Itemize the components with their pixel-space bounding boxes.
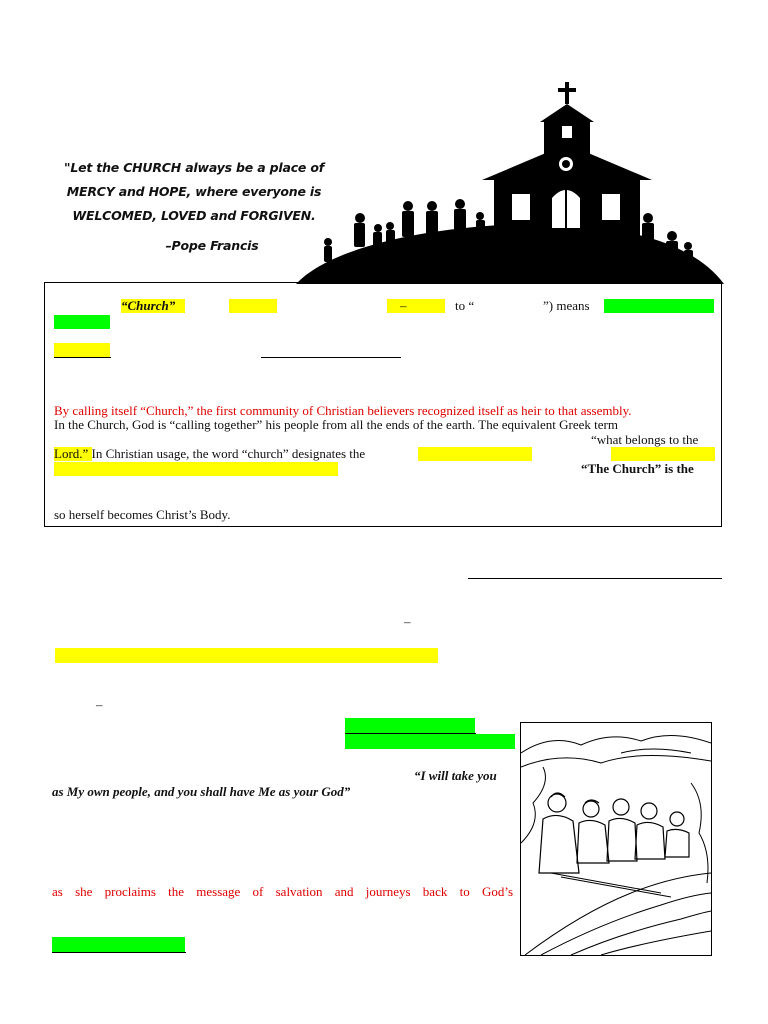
underline-green-5 [52, 952, 186, 953]
last-line: so herself becomes Christ’s Body. [54, 507, 231, 522]
underline-blank-1 [54, 357, 111, 358]
quote-line-2: MERCY and HOPE, where everyone is [66, 184, 322, 199]
body-quote-line-2: as My own people, and you shall have Me as your God” [52, 784, 351, 799]
pope-francis-quote [58, 156, 330, 258]
church-word: “Church” [121, 298, 176, 313]
paragraph-red-line: By calling itself “Church,” the first community of Christian believers recognized itself as heir to that assembly. [54, 403, 632, 418]
paragraph-line-2: In the Church, God is “calling together” his people from all the ends of the earth. The equivalent Greek term [54, 417, 618, 432]
church-is-text: “The Church” is the [581, 461, 694, 476]
body-dash-a: – [404, 614, 411, 629]
quote-line-3: WELCOMED, LOVED and FORGIVEN. [72, 208, 316, 223]
highlight-green-3 [345, 718, 475, 733]
body-dash-b: – [96, 697, 103, 712]
highlight-what-belongs [611, 447, 715, 461]
church-silhouette-illustration [290, 78, 726, 284]
to-quote-open: to “ [455, 298, 475, 313]
highlight-blank-5 [54, 462, 338, 476]
underline-blank-2 [261, 357, 401, 358]
quote-line-1: "Let the CHURCH always be a place of [64, 160, 324, 175]
highlight-green-1 [604, 299, 714, 313]
church-definition-box [44, 282, 722, 527]
lord-line: Lord.” In Christian usage, the word “church” designates the [54, 446, 366, 461]
means-text: ”) means [543, 298, 590, 313]
highlight-green-2 [54, 315, 110, 329]
underline-blank-3 [468, 578, 722, 579]
body-red-line: as she proclaims the message of salvation and journeys back to God’s [52, 884, 513, 899]
highlight-blank-1 [229, 299, 277, 313]
what-belongs-text: “what belongs to the [591, 432, 699, 447]
body-quote-line-1: “I will take you [414, 768, 497, 783]
highlight-blank-6 [55, 648, 438, 663]
highlight-blank-3 [54, 343, 110, 357]
line-drawing-svg [521, 723, 711, 955]
israelites-line-drawing [520, 722, 712, 956]
highlight-green-4 [345, 734, 515, 749]
definition-dash: – [400, 298, 407, 313]
highlight-green-5 [52, 937, 185, 952]
quote-author: –Pope Francis [165, 238, 259, 253]
highlight-blank-4 [418, 447, 532, 461]
highlight-blank-2 [387, 299, 445, 313]
